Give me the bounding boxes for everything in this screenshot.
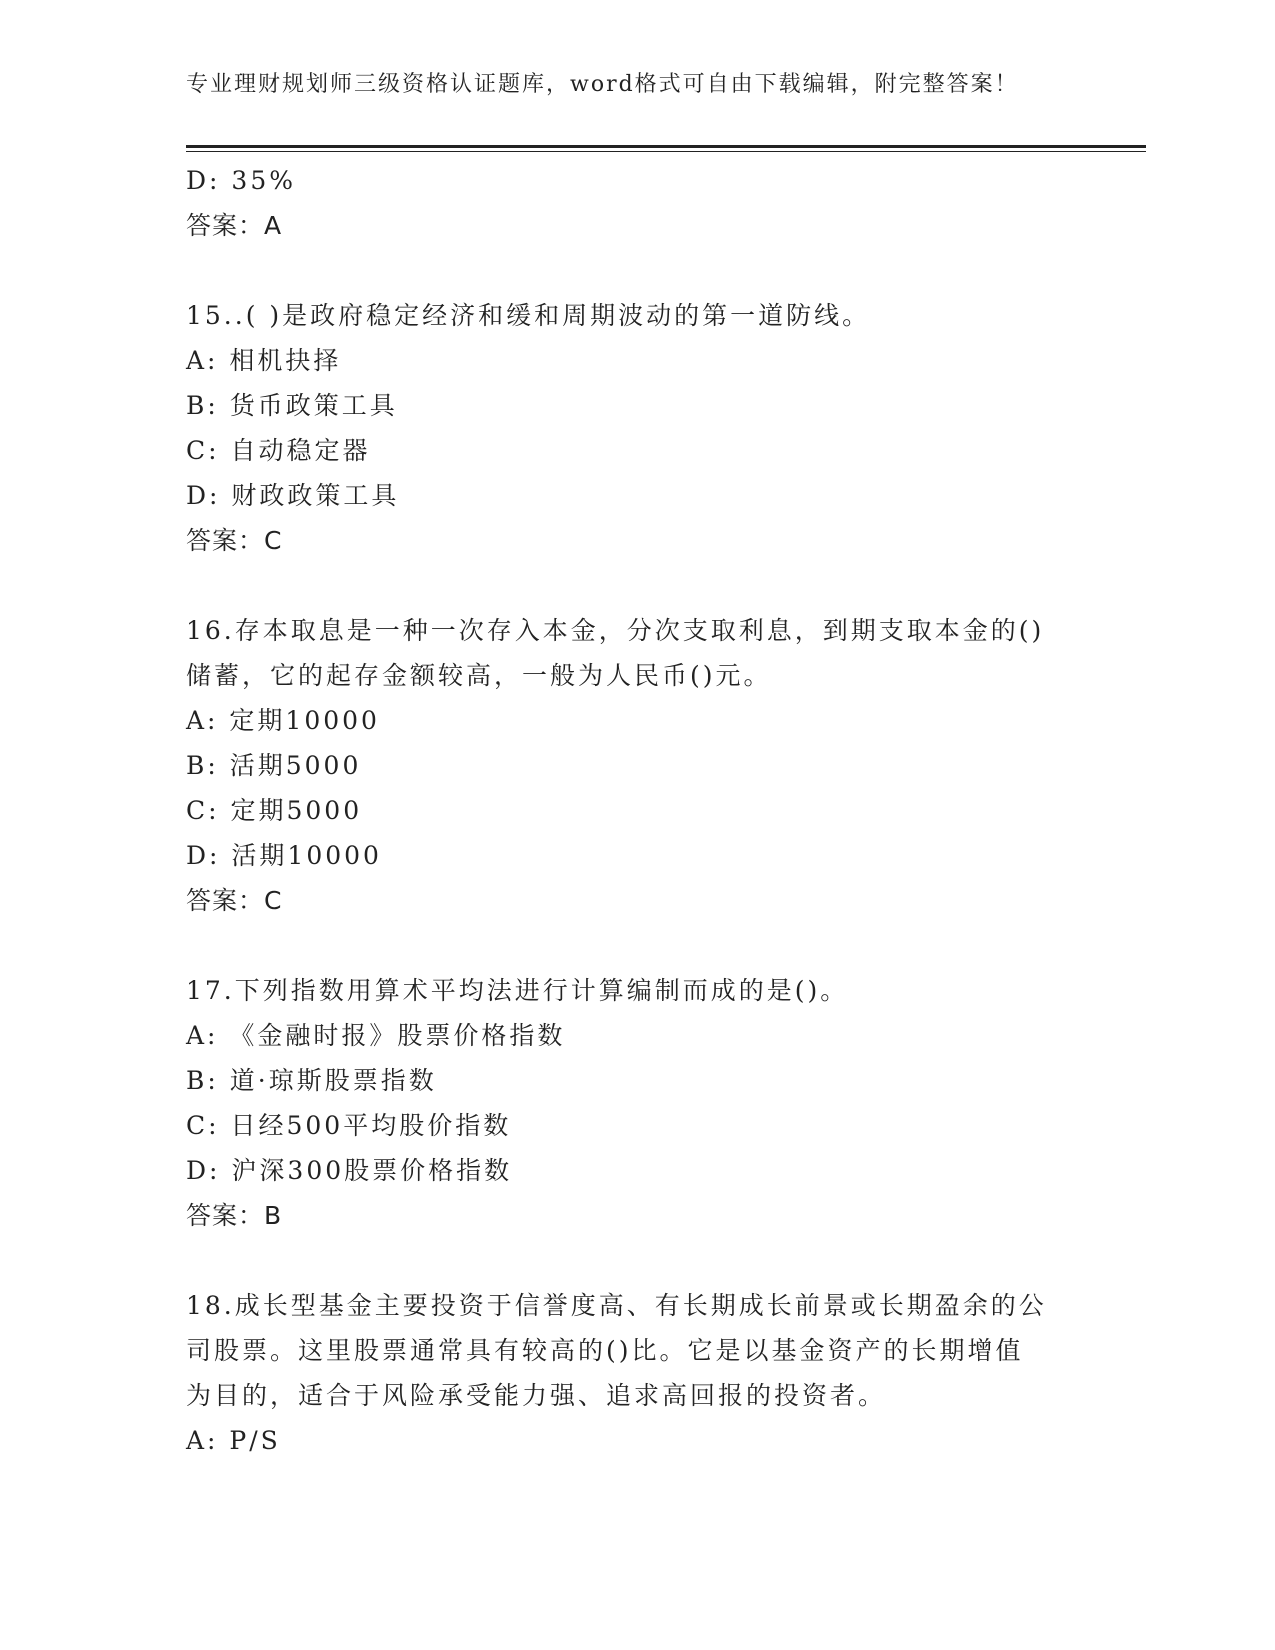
header-divider-thin [186,151,1146,152]
option-a: A: P/S [186,1426,281,1455]
header-divider [186,145,1146,148]
option-d: D: 财政政策工具 [186,481,400,510]
option-d: D: 活期10000 [186,841,382,870]
option-c: C: 自动稳定器 [186,436,371,465]
option-b: B: 道·琼斯股票指数 [186,1066,437,1095]
option-b: B: 货币政策工具 [186,391,398,420]
prev-answer: 答案：A [186,211,283,240]
option-b: B: 活期5000 [186,751,362,780]
option-c: C: 定期5000 [186,796,363,825]
option-d: D: 沪深300股票价格指数 [186,1156,513,1185]
option-c: C: 日经500平均股价指数 [186,1111,512,1140]
option-a: A: 《金融时报》股票价格指数 [186,1021,566,1050]
option-a: A: 相机抉择 [186,346,342,375]
page-header: 专业理财规划师三级资格认证题库，word格式可自由下载编辑，附完整答案！ [186,72,1019,97]
question-stem-line-1: 16.存本取息是一种一次存入本金，分次支取利息，到期支取本金的() [186,616,1045,645]
question-stem-line-1: 18.成长型基金主要投资于信誉度高、有长期成长前景或长期盈余的公 [186,1291,1047,1320]
document-body [186,158,1086,1463]
spacer [186,563,1086,608]
spacer [186,248,1086,293]
spacer [186,1238,1086,1283]
question-stem-line-2: 司股票。这里股票通常具有较高的()比。它是以基金资产的长期增值 [186,1336,1024,1365]
option-a: A: 定期10000 [186,706,380,735]
question-17 [186,968,1086,1238]
question-stem-line-2: 储蓄，它的起存金额较高，一般为人民币()元。 [186,661,772,690]
question-answer: 答案：C [186,886,283,915]
question-15 [186,293,1086,563]
question-stem: 15..( )是政府稳定经济和缓和周期波动的第一道防线。 [186,301,871,330]
prev-option-d: D: 35% [186,166,296,195]
question-answer: 答案：B [186,1201,283,1230]
question-answer: 答案：C [186,526,283,555]
question-stem-line-3: 为目的，适合于风险承受能力强、追求高回报的投资者。 [186,1381,887,1410]
spacer [186,923,1086,968]
question-16 [186,608,1086,923]
question-18 [186,1283,1086,1463]
question-stem: 17.下列指数用算术平均法进行计算编制而成的是()。 [186,976,849,1005]
